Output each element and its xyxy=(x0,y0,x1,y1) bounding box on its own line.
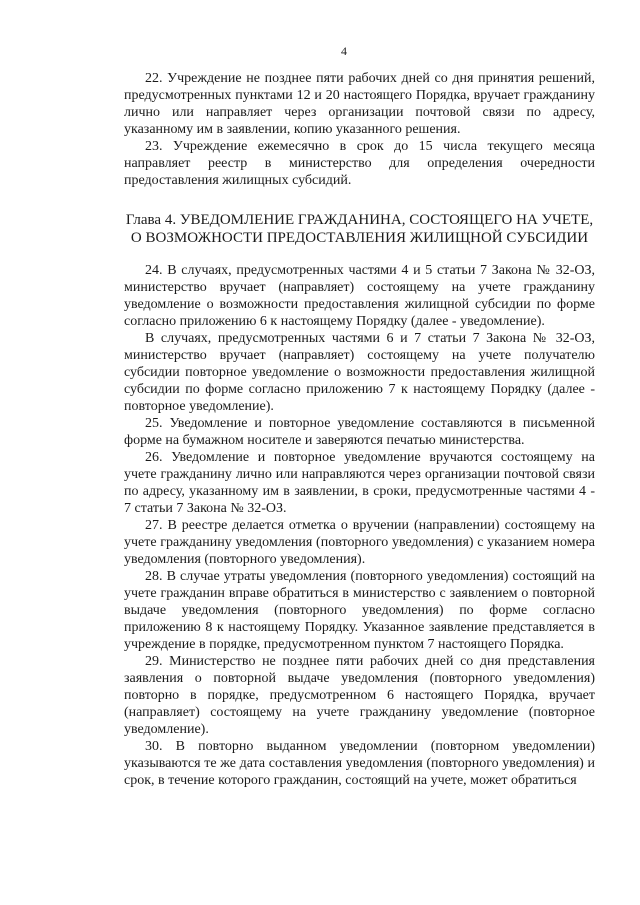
paragraph-24-continued: В случаях, предусмотренных частями 6 и 7 статьи 7 Закона № 32-ОЗ, министерство вручает (направляет) состоящему на учете получателю субсидии повторное уведомление о возможности предоставления жилищной субсидии по форме согласно приложению 7 к настоящему Порядку (далее - повторное уведомление). xyxy=(124,331,595,414)
paragraph-24: 24. В случаях, предусмотренных частями 4 и 5 статьи 7 Закона № 32-ОЗ, министерство вручает (направляет) состоящему на учете гражданину уведомление о возможности предоставления жилищной субсидии по форме согласно приложению 6 к настоящему Порядку (далее - уведомление). xyxy=(124,263,595,329)
paragraph-23: 23. Учреждение ежемесячно в срок до 15 числа текущего месяца направляет реестр в министерство для определения очередности предоставления жилищных субсидий. xyxy=(124,139,595,188)
chapter-heading-line-1: Глава 4. УВЕДОМЛЕНИЕ ГРАЖДАНИНА, СОСТОЯЩЕГО НА УЧЕТЕ, xyxy=(125,212,594,228)
paragraph-29: 29. Министерство не позднее пяти рабочих дней со дня представления заявления о повторной выдаче уведомления (повторного уведомления) повторно в порядке, предусмотренном 6 настоящего Порядка, вручает (направляет) состоящему на учете гражданину уведомление (повторное уведомление). xyxy=(124,654,595,737)
page-number: 4 xyxy=(341,44,347,58)
paragraph-26: 26. Уведомление и повторное уведомление вручаются состоящему на учете гражданину лично или направляются через организации почтовой связи по адресу, указанному им в заявлении, в сроки, предусмотренные частями 4 - 7 статьи 7 Закона № 32-ОЗ. xyxy=(124,450,595,516)
paragraph-27: 27. В реестре делается отметка о вручении (направлении) состоящему на учете гражданину уведомления (повторного уведомления) с указанием номера уведомления (повторного уведомления). xyxy=(124,518,595,567)
chapter-heading xyxy=(124,211,595,247)
paragraph-25: 25. Уведомление и повторное уведомление составляются в письменной форме на бумажном носителе и заверяются печатью министерства. xyxy=(124,416,595,448)
document-body xyxy=(124,70,595,789)
paragraph-30: 30. В повторно выданном уведомлении (повторном уведомлении) указываются те же дата составления уведомления (повторного уведомления) и срок, в течение которого гражданин, состоящий на учете, может обратиться xyxy=(124,739,595,788)
chapter-heading-line-2: О ВОЗМОЖНОСТИ ПРЕДОСТАВЛЕНИЯ ЖИЛИЩНОЙ СУБСИДИИ xyxy=(130,230,589,246)
paragraph-22: 22. Учреждение не позднее пяти рабочих дней со дня принятия решений, предусмотренных пунктами 12 и 20 настоящего Порядка, вручает гражданину лично или направляет через организации почтовой связи по адресу, указанному им в заявлении, копию указанного решения. xyxy=(124,71,595,137)
paragraph-28: 28. В случае утраты уведомления (повторного уведомления) состоящий на учете гражданин вправе обратиться в министерство с заявлением о повторной выдаче уведомления (повторного уведомления) по форме согласно приложению 8 к настоящему Порядку. Указанное заявление представляется в учреждение в порядке, предусмотренном пунктом 7 настоящего Порядка. xyxy=(124,569,595,652)
